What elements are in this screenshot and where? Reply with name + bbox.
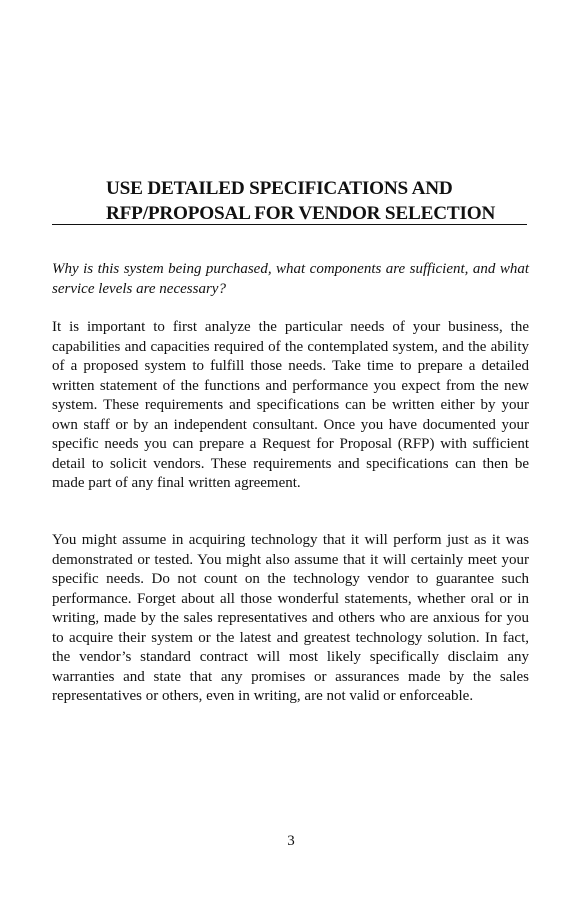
intro-question: Why is this system being purchased, what components are sufficient, and what service levels are necessary? [52,261,529,297]
heading-line-1: USE DETAILED SPECIFICATIONS AND [106,178,453,199]
page-number: 3 [287,833,295,849]
heading-line-2: RFP/PROPOSAL FOR VENDOR SELECTION [106,203,496,224]
body-paragraph-2: You might assume in acquiring technology that it will perform just as it was demonstrated or tested. You might also assume that it will certainly meet your specific needs. Do not count on the technology vendor to guarantee such performance. Forget about all those wonderful statements, whether oral or in writing, made by the sales representatives and others who are anxious for you to acquire their system or the latest and greatest technology solution. In fact, the vendor’s standard contract will most likely specifically disclaim any warranties and state that any promises or assurances made by the sales representatives or others, even in writing, are not valid or enforceable. [52,532,529,704]
body-paragraph-1: It is important to first analyze the particular needs of your business, the capabilities and capacities required of the contemplated system, and the ability of a proposed system to fulfill those needs. Take time to prepare a detailed written statement of the functions and performance you expect from the new system. These requirements and specifications can be written either by your own staff or by an independent consultant. Once you have documented your specific needs you can prepare a Request for Proposal (RFP) with sufficient detail to solicit vendors. These requirements and specifications can then be made part of any final written agreement. [52,319,529,491]
section-heading [52,176,527,226]
heading-underline [52,224,527,225]
